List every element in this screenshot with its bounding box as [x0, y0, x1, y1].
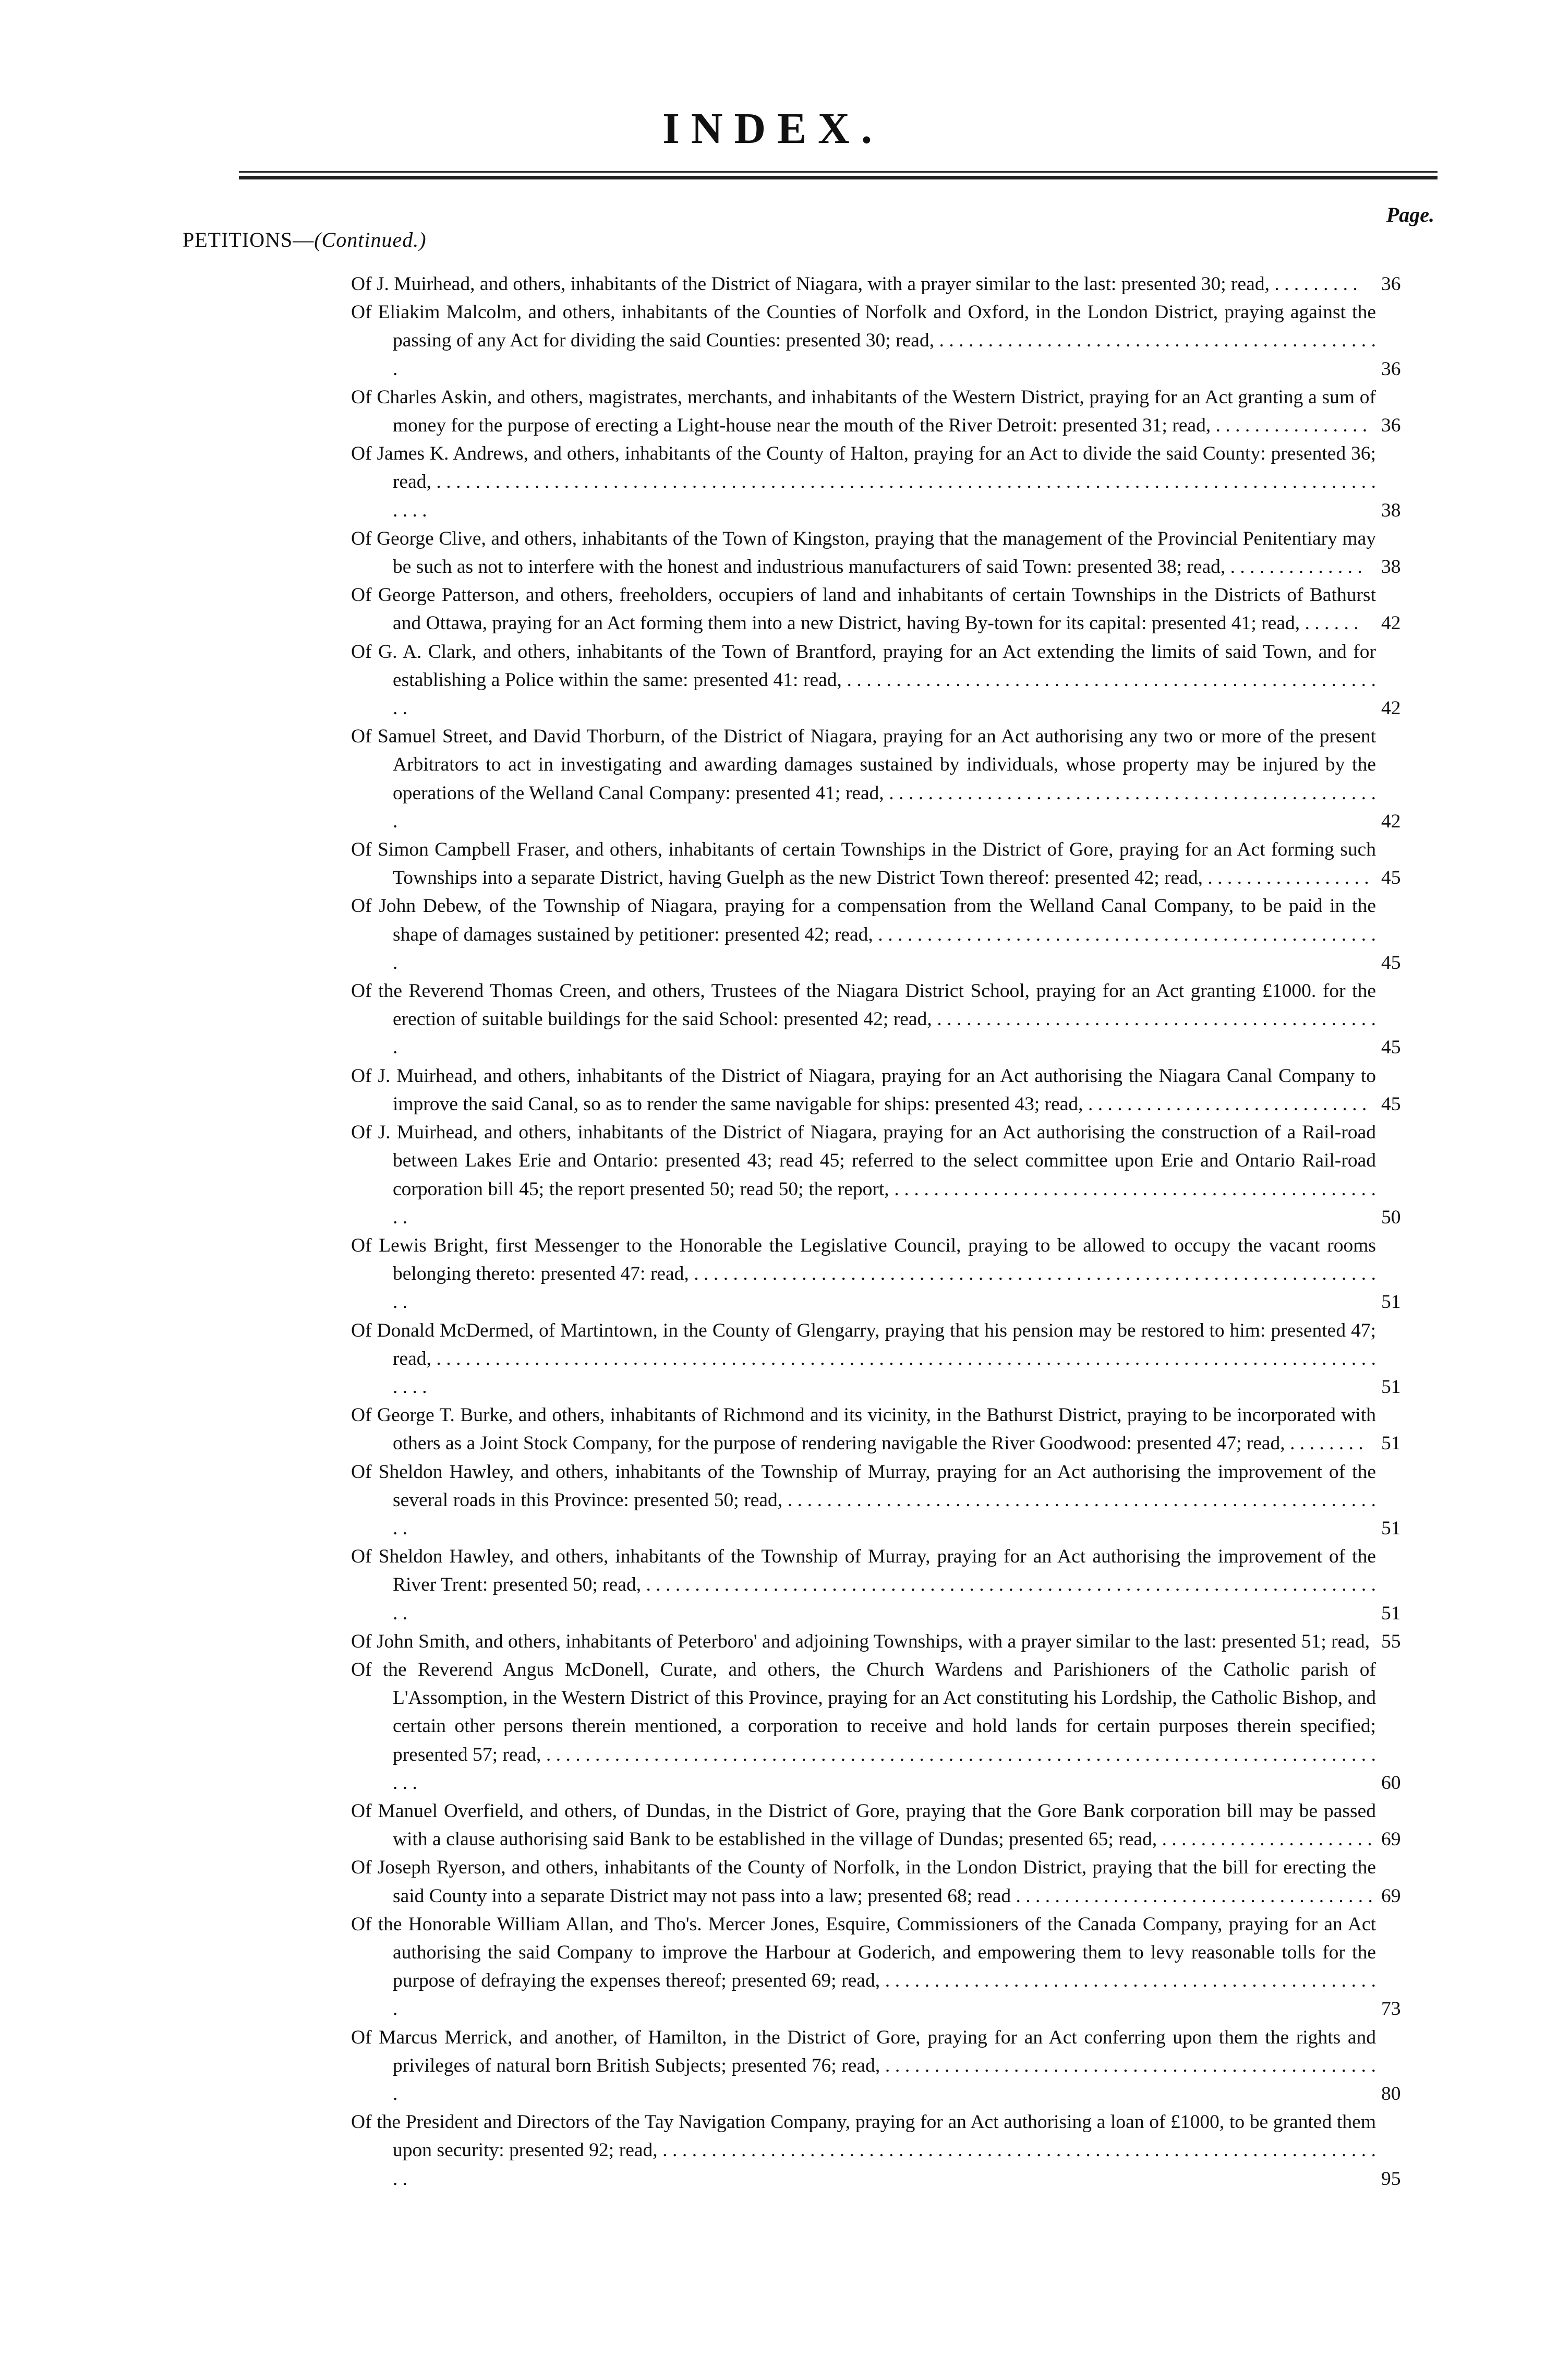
- index-entry: [351, 383, 1439, 440]
- index-entry: [351, 298, 1439, 383]
- entry-text: Of John Smith, and others, inhabitants of Peterboro' and adjoining Townships, with a prayer similar to the last: presented 51; read,: [351, 1630, 1370, 1652]
- page-title: INDEX.: [662, 104, 884, 153]
- leader-dots: . . . . . . . . . . . . . . . .: [1211, 415, 1368, 437]
- entry-page-number: 73: [1381, 1998, 1401, 2020]
- index-entry: [351, 723, 1439, 836]
- leader-dots: . . . . . . . . . . . . . . . . . . . . . . . . . . . . . . . . . . . . . . . . . . . . . . . . . . .: [393, 2054, 1376, 2105]
- leader-dots: . . . . . . . . . . . . . . . . . . . . . . . . . . . . . . . . . . . . . . . . . . . . . . . . . . .: [393, 1970, 1376, 2020]
- entry-page-number: 36: [1381, 358, 1401, 380]
- entry-text: Of George T. Burke, and others, inhabitants of Richmond and its vicinity, in the Bathurst District, praying to be incorporated with others as a Joint Stock Company, for the purpose of rendering navigable the River Goodwood: presented 47; read,: [351, 1404, 1376, 1455]
- leader-dots: . . . . . . . . . . . . . . . . . . . . . . . . . . . . . . . . . . . . . . . . . . . . . . . . . . . . . . . . . . . . . .: [393, 1489, 1376, 1539]
- entry-page-number: 51: [1381, 1517, 1401, 1539]
- index-entry: [351, 1910, 1439, 2024]
- leader-dots: . . . . . . . . . . . . . . . . . . . . . . . . . . . . . . . . . . . . . . . . . . . . . . . . . . . . . . . . . . . . . . . . . . . . . . . . . . . . . . . . . . . . . . . . . . . . . . . . . . . .: [393, 1348, 1376, 1398]
- entry-text: Of the President and Directors of the Tay Navigation Company, praying for an Act authorising a loan of £1000, to be granted them upon security: presented 92; read,: [351, 2111, 1376, 2161]
- leader-dots: . . . . . . . . . . . . . . . . . . . . . . . . . . . . . . . . . . . . . . . . . . . . . . . . . . .: [393, 782, 1376, 832]
- entry-page-number: 50: [1381, 1206, 1401, 1228]
- leader-dots: . . . . . . . . . . . . . . . . . . . . . . . . . . . . . . . . . . . . . . . . . . . . . . . . . . . . . . . . . . . . . . . . . . . . . . . . . . . . . . . . . . . . . . . . . . . . . . . . . . . .: [393, 471, 1376, 521]
- entry-page-number: 42: [1381, 810, 1401, 832]
- entry-text: Of J. Muirhead, and others, inhabitants of the District of Niagara, with a prayer similar to the last: presented 30; read,: [351, 273, 1270, 295]
- entry-page-number: 42: [1381, 612, 1401, 634]
- index-entry: [351, 1797, 1439, 1854]
- index-entry: [351, 1656, 1439, 1797]
- entry-text: Of James K. Andrews, and others, inhabitants of the County of Halton, praying for an Act to divide the said County: presented 36; read,: [351, 443, 1376, 493]
- entry-page-number: 45: [1381, 1037, 1401, 1059]
- entry-page-number: 55: [1381, 1630, 1401, 1652]
- page-column-label: Page.: [1386, 203, 1434, 226]
- entry-text: Of Simon Campbell Fraser, and others, inhabitants of certain Townships in the District of Gore, praying for an Act forming such Townships into a separate District, having Guelph as the new District Town thereof: presented 42; read,: [351, 839, 1376, 889]
- index-entry: [351, 1543, 1439, 1628]
- index-entry-list: [351, 270, 1439, 2193]
- entry-page-number: 36: [1381, 273, 1401, 295]
- leader-dots: . . . . . . . . . . . . . . . . . . . . . . . . . . . . . . . . . . . . . . . . . . . . . . . . . . .: [393, 1178, 1376, 1228]
- entry-text: Of Joseph Ryerson, and others, inhabitants of the County of Norfolk, in the London District, praying that the bill for erecting the said County into a separate District may not pass into a law; presented 68; read: [351, 1857, 1376, 1907]
- leader-dots: . . . . . . . . . . . . . . . . . . . . . . . . . . . . . . . . . . . . . . . . . . . . . .: [393, 330, 1376, 380]
- leader-dots: . . . . . . . . . . . . . . . . . . . . . . . . . . . . . . . . . . . . . . . . . . . . . . . . . . . . . . . . . . . . . . . . . . . . . . . . . . . . . . . . . . . . . . . .: [393, 1744, 1376, 1794]
- section-continued-note: (Continued.): [314, 228, 427, 251]
- leader-dots: . . . . . . . . . . . . . . . . . . . . . . . . . . . . .: [1083, 1093, 1367, 1115]
- entry-text: Of the Reverend Thomas Creen, and others, Trustees of the Niagara District School, praying for an Act granting £1000. for the erection of suitable buildings for the said School: presented 42; read,: [351, 980, 1376, 1030]
- entry-page-number: 38: [1381, 499, 1401, 521]
- leader-dots: . . . . . .: [1300, 612, 1359, 634]
- leader-dots: . . . . . . . . . . . . . . . . . . . . . . . . . . . . . . . . . . . . . . . . . . . . . . . . . . . .: [393, 923, 1376, 973]
- title-rule-thick: [239, 176, 1438, 179]
- entry-page-number: 51: [1381, 1376, 1401, 1398]
- entry-page-number: 36: [1381, 415, 1401, 437]
- index-entry: [351, 638, 1439, 723]
- section-name: PETITIONS—: [183, 228, 315, 251]
- index-entry: [351, 892, 1439, 977]
- entry-text: Of Sheldon Hawley, and others, inhabitants of the Township of Murray, praying for an Act authorising the improvement of the River Trent: presented 50; read,: [351, 1546, 1376, 1596]
- index-entry: [351, 581, 1439, 638]
- entry-text: Of Donald McDermed, of Martintown, in the County of Glengarry, praying that his pension may be restored to him: presented 47; read,: [351, 1319, 1376, 1369]
- entry-page-number: 95: [1381, 2168, 1401, 2190]
- leader-dots: . . . . . . . . . . . . . .: [1225, 556, 1362, 578]
- entry-text: Of Manuel Overfield, and others, of Dundas, in the District of Gore, praying that the Gore Bank corporation bill may be passed with a clause authorising said Bank to be established in the village of Dundas; presented 65; read,: [351, 1800, 1376, 1850]
- entry-page-number: 80: [1381, 2083, 1401, 2105]
- index-entry: [351, 1458, 1439, 1543]
- index-entry: [351, 1119, 1439, 1232]
- entry-text: Of Sheldon Hawley, and others, inhabitants of the Township of Murray, praying for an Act authorising the improvement of the several roads in this Province: presented 50; read,: [351, 1461, 1376, 1511]
- entry-text: Of the Reverend Angus McDonell, Curate, and others, the Church Wardens and Parishioners of the Catholic parish of L'Assomption, in the Western District of this Province, praying for an Act constituting his Lordship, the Catholic Bishop, and certain other persons therein mentioned, a corporation to receive and hold lands for certain purposes therein specified; presented 57; read,: [351, 1658, 1376, 1765]
- entry-text: Of George Patterson, and others, freeholders, occupiers of land and inhabitants of certain Townships in the Districts of Bathurst and Ottawa, praying for an Act forming them into a new District, having By-town for its capital: presented 41; read,: [351, 584, 1376, 634]
- title-rule-thin: [239, 171, 1438, 173]
- entry-page-number: 45: [1381, 867, 1401, 889]
- entry-text: Of George Clive, and others, inhabitants of the Town of Kingston, praying that the management of the Provincial Penitentiary may be such as not to interfere with the honest and industrious manufacturers of said Town: presented 38; read,: [351, 527, 1376, 578]
- entry-text: Of Marcus Merrick, and another, of Hamilton, in the District of Gore, praying for an Act conferring upon them the rights and privileges of natural born British Subjects; presented 76; read,: [351, 2026, 1376, 2076]
- index-entry: [351, 2108, 1439, 2193]
- leader-dots: . . . . . . . .: [1285, 1433, 1363, 1455]
- entry-text: Of Lewis Bright, first Messenger to the Honorable the Legislative Council, praying to be allowed to occupy the vacant rooms belonging thereto: presented 47: read,: [351, 1234, 1376, 1285]
- index-entry: [351, 1854, 1439, 1910]
- leader-dots: . . . . . . . . . . . . . . . . . . . . . . . . . . . . . . . . . . . . .: [1011, 1885, 1373, 1907]
- index-entry: [351, 270, 1439, 298]
- entry-text: Of the Honorable William Allan, and Tho's. Mercer Jones, Esquire, Commissioners of the Canada Company, praying for an Act authorising the said Company to improve the Harbour at Goderich, and empowering them to levy reasonable tolls for the purpose of defraying the expenses thereof; presented 69; read,: [351, 1913, 1376, 1992]
- entry-page-number: 45: [1381, 952, 1401, 973]
- entry-text: Of J. Muirhead, and others, inhabitants of the District of Niagara, praying for an Act authorising the construction of a Rail-road between Lakes Erie and Ontario: presented 43; read 45; referred to the select committee upon Erie and Ontario Rail-road corporation bill 45; the report presented 50; read 50; the report,: [351, 1122, 1376, 1200]
- leader-dots: . . . . . . . . .: [1269, 273, 1358, 295]
- entry-text: Of Charles Askin, and others, magistrates, merchants, and inhabitants of the Western District, praying for an Act granting a sum of money for the purpose of erecting a Light-house near the mouth of the River Detroit: presented 31; read,: [351, 386, 1376, 437]
- leader-dots: . . . . . . . . . . . . . . . . .: [1203, 867, 1369, 889]
- index-entry: [351, 1062, 1439, 1119]
- entry-text: Of John Debew, of the Township of Niagara, praying for a compensation from the Welland Canal Company, to be paid in the shape of damages sustained by petitioner: presented 42; read,: [351, 895, 1376, 945]
- entry-page-number: 69: [1381, 1885, 1401, 1907]
- entry-page-number: 51: [1381, 1433, 1401, 1455]
- index-entry: [351, 1232, 1439, 1317]
- index-entry: [351, 1628, 1439, 1656]
- leader-dots: . . . . . . . . . . . . . . . . . . . . . .: [1157, 1829, 1372, 1850]
- index-entry: [351, 836, 1439, 892]
- entry-page-number: 42: [1381, 698, 1401, 719]
- entry-text: Of G. A. Clark, and others, inhabitants of the Town of Brantford, praying for an Act extending the limits of said Town, and for establishing a Police within the same: presented 41: read,: [351, 641, 1376, 691]
- entry-page-number: 69: [1381, 1829, 1401, 1850]
- index-entry: [351, 1401, 1439, 1458]
- entry-text: Of Samuel Street, and David Thorburn, of the District of Niagara, praying for an Act authorising any two or more of the present Arbitrators to act in investigating and awarding damages sustained by individuals, whose property may be injured by the operations of the Welland Canal Company: presented 41; read,: [351, 726, 1376, 804]
- entry-text: Of J. Muirhead, and others, inhabitants of the District of Niagara, praying for an Act authorising the Niagara Canal Company to improve the said Canal, so as to render the same navigable for ships: presented 43; read,: [351, 1065, 1376, 1115]
- index-entry: [351, 2024, 1439, 2109]
- section-heading: [183, 230, 427, 250]
- index-entry: [351, 440, 1439, 525]
- leader-dots: . . . . . . . . . . . . . . . . . . . . . . . . . . . . . . . . . . . . . . . . . . . . . . . . . . . . . . . .: [393, 669, 1376, 719]
- entry-page-number: 45: [1381, 1093, 1401, 1115]
- entry-page-number: 38: [1381, 556, 1401, 578]
- leader-dots: . . . . . . . . . . . . . . . . . . . . . . . . . . . . . . . . . . . . . . . . . . . . . .: [393, 1008, 1376, 1059]
- leader-dots: . . . . . . . . . . . . . . . . . . . . . . . . . . . . . . . . . . . . . . . . . . . . . . . . . . . . . . . . . . . . . . . . . . . . . . . . . . .: [393, 2139, 1376, 2190]
- entry-page-number: 51: [1381, 1291, 1401, 1313]
- entry-page-number: 60: [1381, 1772, 1401, 1794]
- entry-page-number: 51: [1381, 1602, 1401, 1624]
- leader-dots: . . . . . . . . . . . . . . . . . . . . . . . . . . . . . . . . . . . . . . . . . . . . . . . . . . . . . . . . . . . . . . . . . . . . . . . . . . . . .: [393, 1574, 1376, 1624]
- index-entry: [351, 977, 1439, 1062]
- index-entry: [351, 1317, 1439, 1402]
- index-entry: [351, 525, 1439, 581]
- entry-text: Of Eliakim Malcolm, and others, inhabitants of the Counties of Norfolk and Oxford, in the London District, praying against the passing of any Act for dividing the said Counties: presented 30; read,: [351, 302, 1376, 352]
- leader-dots: . . . . . . . . . . . . . . . . . . . . . . . . . . . . . . . . . . . . . . . . . . . . . . . . . . . . . . . . . . . . . . . . . . . . . . . .: [393, 1263, 1376, 1313]
